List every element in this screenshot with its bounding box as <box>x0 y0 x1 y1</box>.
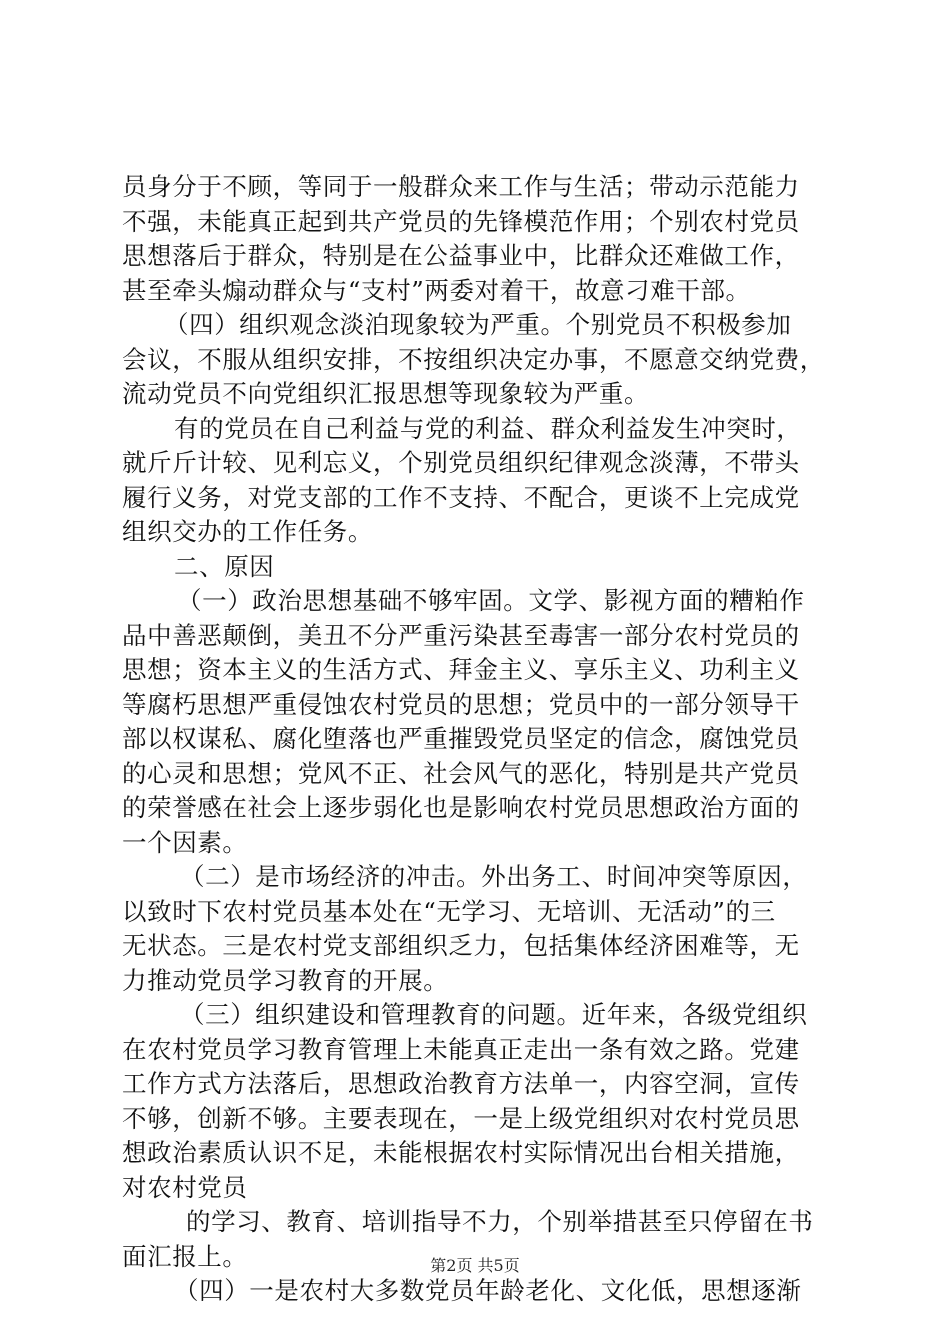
text-line: 履行义务，对党支部的工作不支持、不配合，更谈不上完成党 <box>122 482 800 512</box>
text-line: 甚至牵头煽动群众与“支村”两委对着干，故意刁难干部。 <box>122 275 751 305</box>
text-line: 就斤斤计较、见利忘义，个别党员组织纪律观念淡薄，不带头 <box>122 448 800 477</box>
text-line: 有的党员在自己利益与党的利益、群众利益发生冲突时， <box>174 413 802 443</box>
text-line: 思想落后于群众，特别是在公益事业中，比群众还难做工作， <box>122 241 800 270</box>
text-line: 品中善恶颠倒，美丑不分严重污染甚至毒害一部分农村党员的 <box>122 620 800 650</box>
text-line: 等腐朽思想严重侵蚀农村党员的思想；党员中的一部分领导干 <box>122 689 800 719</box>
text-line: （二）是市场经济的冲击。外出务工、时间冲突等原因， <box>180 862 808 891</box>
text-line: （三）组织建设和管理教育的问题。近年来，各级党组织 <box>180 1000 808 1029</box>
document-body <box>122 170 838 1309</box>
text-line: 不够，创新不够。主要表现在，一是上级党组织对农村党员思 <box>122 1103 800 1133</box>
text-line: 的心灵和思想；党风不正、社会风气的恶化，特别是共产党员 <box>122 758 800 788</box>
page-footer: 第2页 共5页 <box>430 1256 520 1275</box>
text-line: 的学习、教育、培训指导不力，个别举措甚至只停留在书 <box>186 1207 814 1236</box>
text-line: 在农村党员学习教育管理上未能真正走出一条有效之路。党建 <box>122 1034 800 1064</box>
text-line: 对农村党员 <box>122 1172 248 1202</box>
text-line: 的荣誉感在社会上逐步弱化也是影响农村党员思想政治方面的 <box>122 793 800 822</box>
text-line: （四）一是农村大多数党员年龄老化、文化低，思想逐渐 <box>174 1276 802 1305</box>
text-line: （四）组织观念淡泊现象较为严重。个别党员不积极参加 <box>164 310 792 339</box>
text-line: 以致时下农村党员基本处在“无学习、无培训、无活动”的三 <box>122 896 776 926</box>
text-line: 思想；资本主义的生活方式、拜金主义、享乐主义、功利主义 <box>122 655 800 684</box>
text-line: 面汇报上。 <box>122 1241 248 1271</box>
text-line: 二、原因 <box>174 551 275 581</box>
text-line: 一个因素。 <box>122 827 248 857</box>
text-line: 员身分于不顾，等同于一般群众来工作与生活；带动示范能力 <box>122 172 800 201</box>
text-line: 部以权谋私、腐化堕落也严重摧毁党员坚定的信念，腐蚀党员 <box>122 724 800 753</box>
text-line: 会议，不服从组织安排，不按组织决定办事，不愿意交纳党费， <box>122 344 825 374</box>
text-line: 无状态。三是农村党支部组织乏力，包括集体经济困难等，无 <box>122 931 800 960</box>
text-line: 工作方式方法落后，思想政治教育方法单一，内容空洞，宣传 <box>122 1069 800 1098</box>
text-line: 想政治素质认识不足，未能根据农村实际情况出台相关措施， <box>122 1138 800 1167</box>
text-line: 力推动党员学习教育的开展。 <box>122 965 449 995</box>
text-line: （一）政治思想基础不够牢固。文学、影视方面的糟粕作 <box>177 586 805 615</box>
text-line: 组织交办的工作任务。 <box>122 517 373 546</box>
text-line: 不强，未能真正起到共产党员的先锋模范作用；个别农村党员 <box>122 206 800 236</box>
text-line: 流动党员不向党组织汇报思想等现象较为严重。 <box>122 379 650 408</box>
